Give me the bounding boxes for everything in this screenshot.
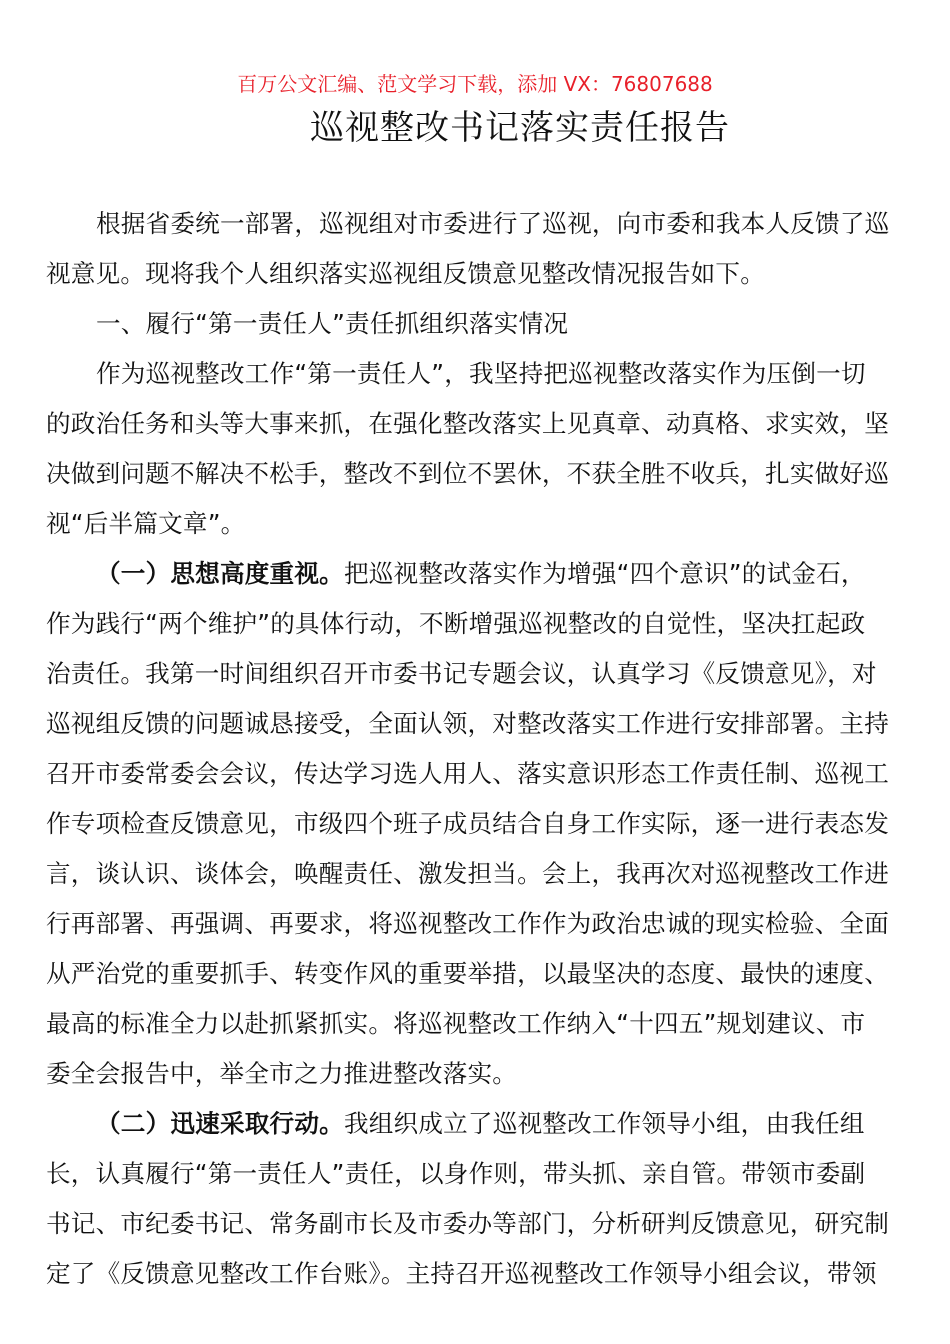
section-heading-1: [46, 302, 930, 352]
text-line: 召开市委常委会会议，传达学习选人用人、落实意识形态工作责任制、巡视工: [46, 759, 889, 788]
subsection-heading: （二）迅速采取行动。: [96, 1109, 344, 1138]
paragraph-intro: [46, 202, 930, 302]
text-line: 言，谈认识、谈体会，唤醒责任、激发担当。会上，我再次对巡视整改工作进: [46, 859, 889, 888]
text-line: 委全会报告中，举全市之力推进整改落实。: [46, 1059, 518, 1088]
document-title: 巡视整改书记落实责任报告: [310, 108, 730, 148]
text-line: 作为践行“两个维护”的具体行动，不断增强巡视整改的自觉性，坚决扛起政: [46, 609, 866, 638]
text-line: 作为巡视整改工作“第一责任人”，我坚持把巡视整改落实作为压倒一切: [96, 359, 866, 388]
text-line: 视意见。现将我个人组织落实巡视组反馈意见整改情况报告如下。: [46, 259, 766, 288]
text-run: 我组织成立了巡视整改工作领导小组，由我任组: [343, 1109, 865, 1138]
text-line: 巡视组反馈的问题诚恳接受，全面认领，对整改落实工作进行安排部署。主持: [46, 709, 889, 738]
text-line: 根据省委统一部署，巡视组对市委进行了巡视，向市委和我本人反馈了巡: [96, 209, 890, 238]
subsection-heading: （一）思想高度重视。: [96, 559, 344, 588]
text-line: 一、履行“第一责任人”责任抓组织落实情况: [96, 309, 569, 338]
paragraph-subsection-1: [46, 552, 930, 1102]
text-line: [46, 552, 930, 602]
text-line: 行再部署、再强调、再要求，将巡视整改工作作为政治忠诚的现实检验、全面: [46, 909, 889, 938]
text-line: 最高的标准全力以赴抓紧抓实。将巡视整改工作纳入“十四五”规划建议、市: [46, 1009, 866, 1038]
text-line: 从严治党的重要抓手、转变作风的重要举措，以最坚决的态度、最快的速度、: [46, 959, 889, 988]
text-line: 作专项检查反馈意见，市级四个班子成员结合自身工作实际，逐一进行表态发: [46, 809, 889, 838]
text-line: 长，认真履行“第一责任人”责任，以身作则，带头抓、亲自管。带领市委副: [46, 1159, 866, 1188]
text-line: 的政治任务和头等大事来抓，在强化整改落实上见真章、动真格、求实效，坚: [46, 409, 889, 438]
text-run: 把巡视整改落实作为增强“四个意识”的试金石，: [343, 559, 866, 588]
paragraph-first-responsible: [46, 352, 930, 552]
text-line: [46, 1102, 930, 1152]
text-line: 决做到问题不解决不松手，整改不到位不罢休，不获全胜不收兵，扎实做好巡: [46, 459, 889, 488]
text-line: 定了《反馈意见整改工作台账》。主持召开巡视整改工作领导小组会议，带领: [46, 1259, 877, 1288]
paragraph-subsection-2: [46, 1102, 930, 1302]
text-line: 书记、市纪委书记、常务副市长及市委办等部门，分析研判反馈意见，研究制: [46, 1209, 889, 1238]
document-body: [46, 202, 930, 1302]
text-line: 治责任。我第一时间组织召开市委书记专题会议，认真学习《反馈意见》，对: [46, 659, 877, 688]
watermark-banner: 百万公文汇编、范文学习下载，添加 VX：76807688: [237, 72, 713, 96]
text-line: 视“后半篇文章”。: [46, 509, 246, 538]
